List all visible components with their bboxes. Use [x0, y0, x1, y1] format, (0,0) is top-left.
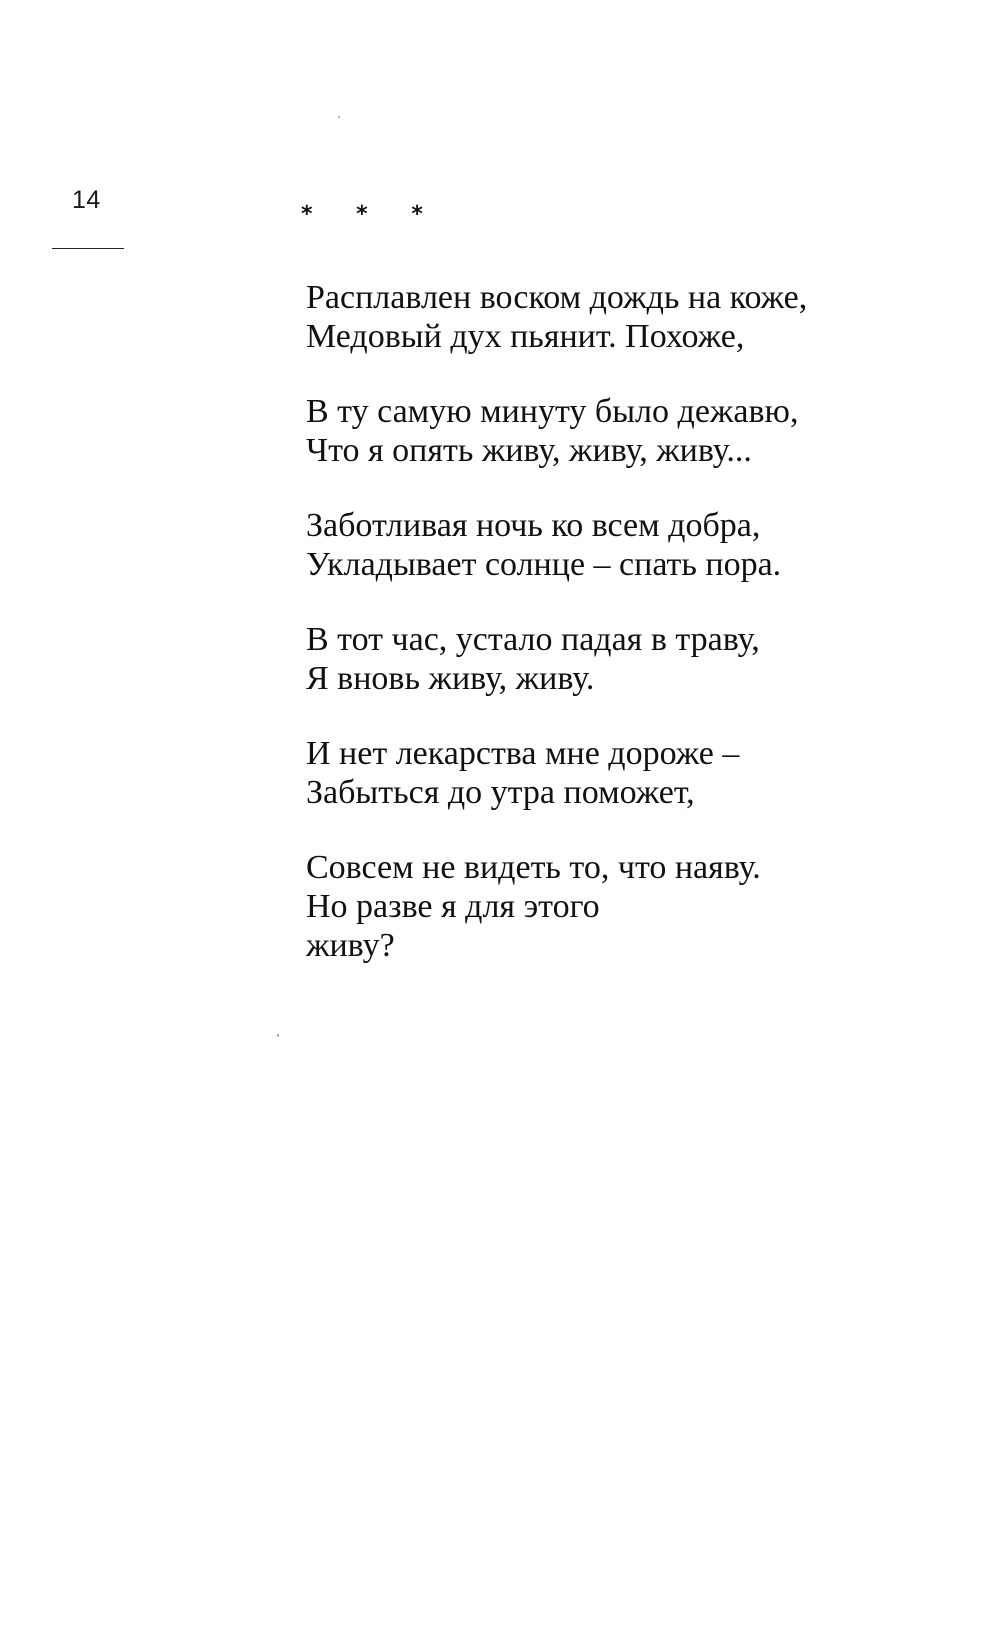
- poem-line: Что я опять живу, живу, живу...: [306, 432, 752, 469]
- poem-line: Забыться до утра поможет,: [306, 774, 695, 811]
- poem-line: В тот час, устало падая в траву,: [306, 621, 760, 658]
- poem-line: Совсем не видеть то, что наяву.: [306, 849, 761, 886]
- poem-line: В ту самую минуту было дежавю,: [306, 393, 799, 430]
- poem-line: И нет лекарства мне дороже –: [306, 735, 740, 772]
- stanza: [306, 506, 966, 584]
- stanza: [306, 278, 966, 356]
- poem: [306, 278, 966, 1001]
- stanza: [306, 734, 966, 812]
- poem-line: Расплавлен воском дождь на коже,: [306, 279, 808, 316]
- page-number-rule: [52, 248, 124, 249]
- page-number: 14: [72, 186, 101, 214]
- poem-line: живу?: [306, 927, 395, 964]
- scan-speck: [338, 116, 340, 118]
- poem-line: Медовый дух пьянит. Похоже,: [306, 318, 745, 355]
- stanza: [306, 848, 966, 965]
- poem-line: Укладывает солнце – спать пора.: [306, 546, 782, 583]
- section-asterism: * * *: [301, 202, 441, 227]
- scan-speck: [277, 1034, 279, 1037]
- stanza: [306, 620, 966, 698]
- poem-line: Я вновь живу, живу.: [306, 660, 595, 697]
- stanza: [306, 392, 966, 470]
- poem-line: Но разве я для этого: [306, 888, 600, 925]
- poem-line: Заботливая ночь ко всем добра,: [306, 507, 761, 544]
